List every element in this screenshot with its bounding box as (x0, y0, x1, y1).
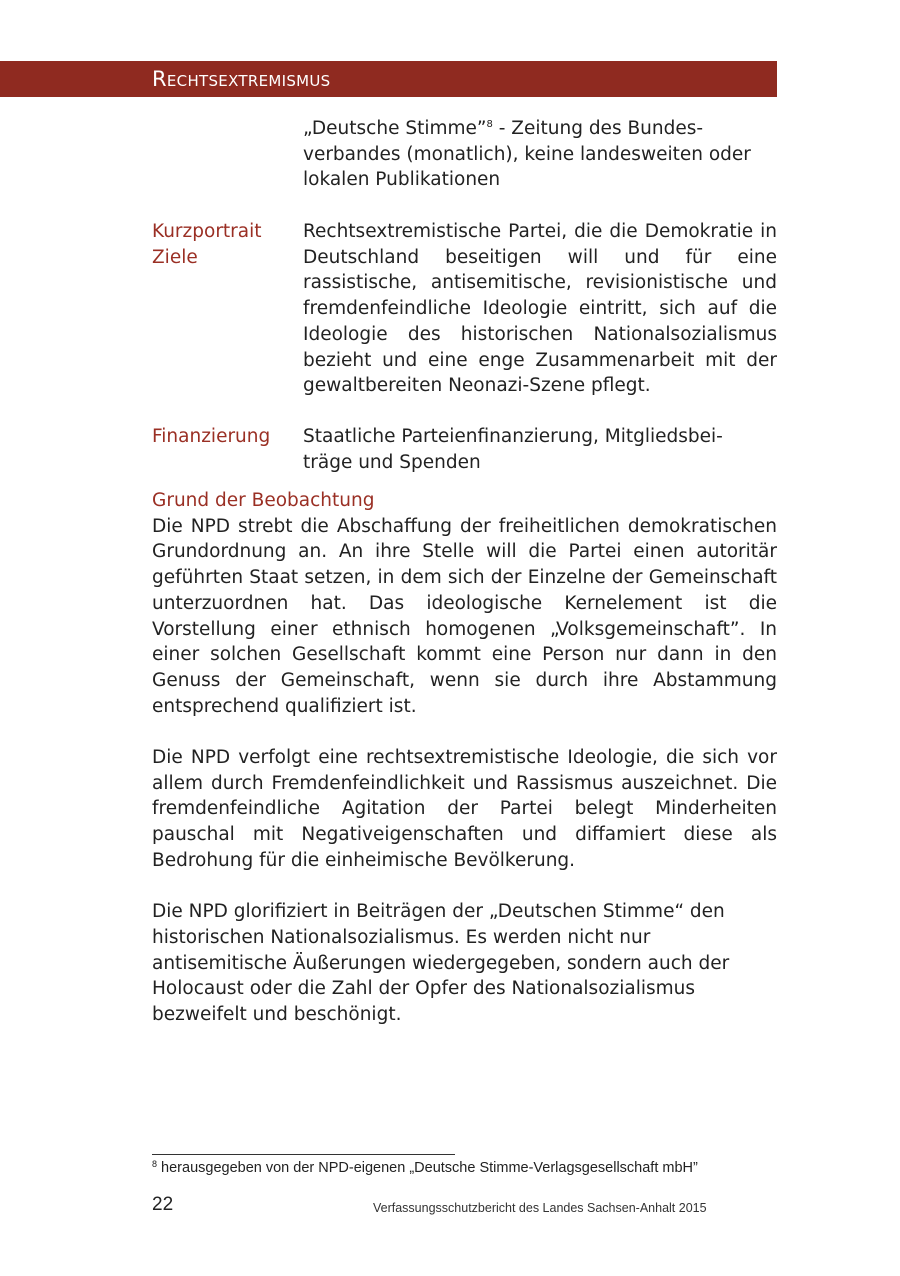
footnote-ref[interactable]: 8 (486, 119, 493, 130)
publications-title: „Deutsche Stimme” (303, 118, 487, 139)
finanzierung-row (152, 424, 777, 475)
running-footer: Verfassungsschutzbericht des Landes Sachsen-Anhalt 2015 (373, 1201, 707, 1215)
publications-description: - Zeitung des Bundes- verbandes (monatlich), keine landesweiten oder lokalen Publikationen (303, 118, 751, 191)
footnote-text: herausgegeben von der NPD-eigenen „Deutsche Stimme-Verlagsgesellschaft mbH” (157, 1160, 698, 1176)
kurzportrait-label: Kurzportrait Ziele (152, 221, 262, 268)
publications-row (152, 116, 777, 193)
kurzportrait-text: Rechtsextremistische Partei, die die Demokratie in Deutschland beseitigen will und für eine rassistische, antisemitische, revisionistische und fremdenfeindliche Ideologie eintritt, sich auf die Ideologie des historischen Nationalsozialismus bezieht und eine enge Zusammenarbeit mit der gewaltbereiten Neonazi-Szene pflegt. (303, 221, 777, 397)
finanzierung-label: Finanzierung (152, 426, 271, 447)
paragraph: Die NPD strebt die Abschaffung der freiheitlichen demokratischen Grundordnung an. An ihre Stelle will die Partei einen autoritär geführten Staat setzen, in dem sich der Einzelne der Gemeinschaft unterzuordnen hat. Das ideologische Kernelement ist die Vorstellung einer ethnisch homogenen „Volksgemeinschaft”. In einer solchen Gesellschaft kommt eine Person nur dann in den Genuss der Gemeinschaft, wenn sie durch ihre Abstammung entsprechend qualifiziert ist. (152, 515, 777, 717)
publications-text (303, 116, 777, 193)
footnote-number: 8 (152, 1159, 158, 1169)
chapter-header-band (0, 61, 777, 97)
paragraph: Die NPD glorifiziert in Beiträgen der „Deutschen Stimme“ den historischen Nationalsozialismus. Es werden nicht nur antisemitische Äußerungen wiedergegeben, sondern auch der Holocaust oder die Zahl der Opfer des Nationalsozialismus bezweifelt und beschönigt. (152, 901, 730, 1026)
kurzportrait-row (152, 219, 777, 399)
page-number: 22 (152, 1194, 174, 1215)
footnote (152, 1158, 792, 1178)
beobachtung-section (152, 488, 777, 1028)
section-heading: Grund der Beobachtung (152, 490, 375, 511)
chapter-title: Rechtsextremismus (152, 67, 331, 91)
footnote-divider (152, 1154, 455, 1155)
paragraph: Die NPD verfolgt eine rechtsextremistische Ideologie, die sich vor allem durch Fremdenfeindlichkeit und Rassismus auszeichnet. Die fremdenfeindliche Agitation der Partei belegt Minderheiten pauschal mit Negativeigenschaften und diffamiert diese als Bedrohung für die einheimische Bevölkerung. (152, 747, 777, 871)
finanzierung-text: Staatliche Parteienfinanzierung, Mitgliedsbei- träge und Spenden (303, 426, 723, 473)
